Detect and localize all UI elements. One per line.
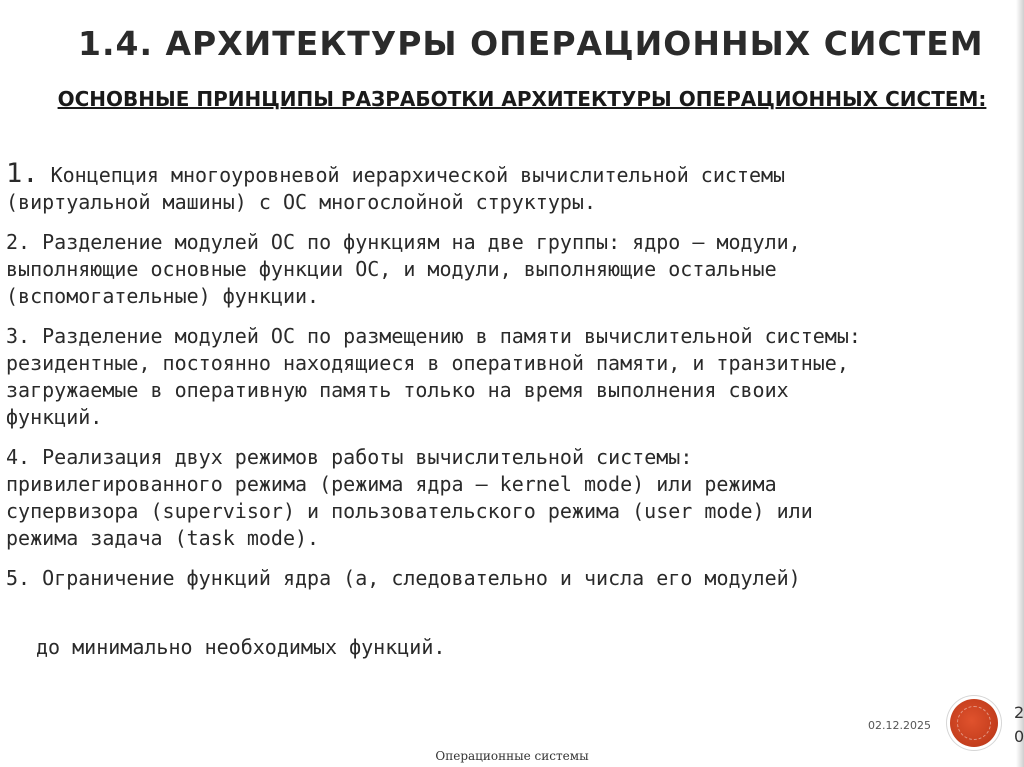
footer-text: Операционные системы <box>435 749 589 763</box>
list-item-text: Ограничение функций ядра (а, следовательно и числа его модулей) <box>42 566 801 590</box>
list-item-text: Концепция многоуровневой иерархической вычислительной системы <box>50 163 786 187</box>
list-item <box>6 323 1024 431</box>
list-item-text: супервизора (supervisor) и пользовательского режима (user mode) или <box>6 499 813 523</box>
list-item-number: 2. <box>6 230 31 254</box>
list-item <box>6 444 1024 552</box>
list-item-text: привилегированного режима (режима ядра – kernel mode) или режима <box>6 472 777 496</box>
page-number-first: 2 <box>1014 703 1024 722</box>
list-item-text: (вспомогательные) функции. <box>6 284 320 308</box>
list-item-text: (виртуальной машины) с ОС многослойной структуры. <box>6 190 597 214</box>
page-number-second: 0 <box>1014 727 1024 746</box>
circle-badge-icon <box>950 699 998 747</box>
footer-date: 02.12.2025 <box>868 719 931 732</box>
list-item-number: 5. <box>6 566 31 590</box>
list-item-text: выполняющие основные функции ОС, и модули, выполняющие остальные <box>6 257 777 281</box>
list-item-text: Разделение модулей ОС по функциям на две группы: ядро – модули, <box>42 230 801 254</box>
list-item-number: 3. <box>6 324 31 348</box>
list-item-text: Реализация двух режимов работы вычислительной системы: <box>42 445 693 469</box>
list-item-continuation: до минимально необходимых функций. <box>36 635 446 659</box>
list-item-number: 1. <box>6 158 39 189</box>
list-item <box>6 160 1024 216</box>
slide-title: 1.4. АРХИТЕКТУРЫ ОПЕРАЦИОННЫХ СИСТЕМ <box>78 24 984 63</box>
list-item-text: Разделение модулей ОС по размещению в памяти вычислительной системы: <box>42 324 861 348</box>
list-item <box>6 565 1024 592</box>
list-item-text: загружаемые в оперативную память только на время выполнения своих <box>6 378 789 402</box>
principles-list <box>6 160 1024 605</box>
list-item-text: резидентные, постоянно находящиеся в оперативной памяти, и транзитные, <box>6 351 849 375</box>
list-item <box>6 229 1024 310</box>
list-item-text: функций. <box>6 405 103 429</box>
page-number <box>1014 701 1024 749</box>
list-item-number: 4. <box>6 445 31 469</box>
slide-subtitle: ОСНОВНЫЕ ПРИНЦИПЫ РАЗРАБОТКИ АРХИТЕКТУРЫ ОПЕРАЦИОННЫХ СИСТЕМ: <box>57 87 987 111</box>
list-item-text: режима задача (task mode). <box>6 526 320 550</box>
